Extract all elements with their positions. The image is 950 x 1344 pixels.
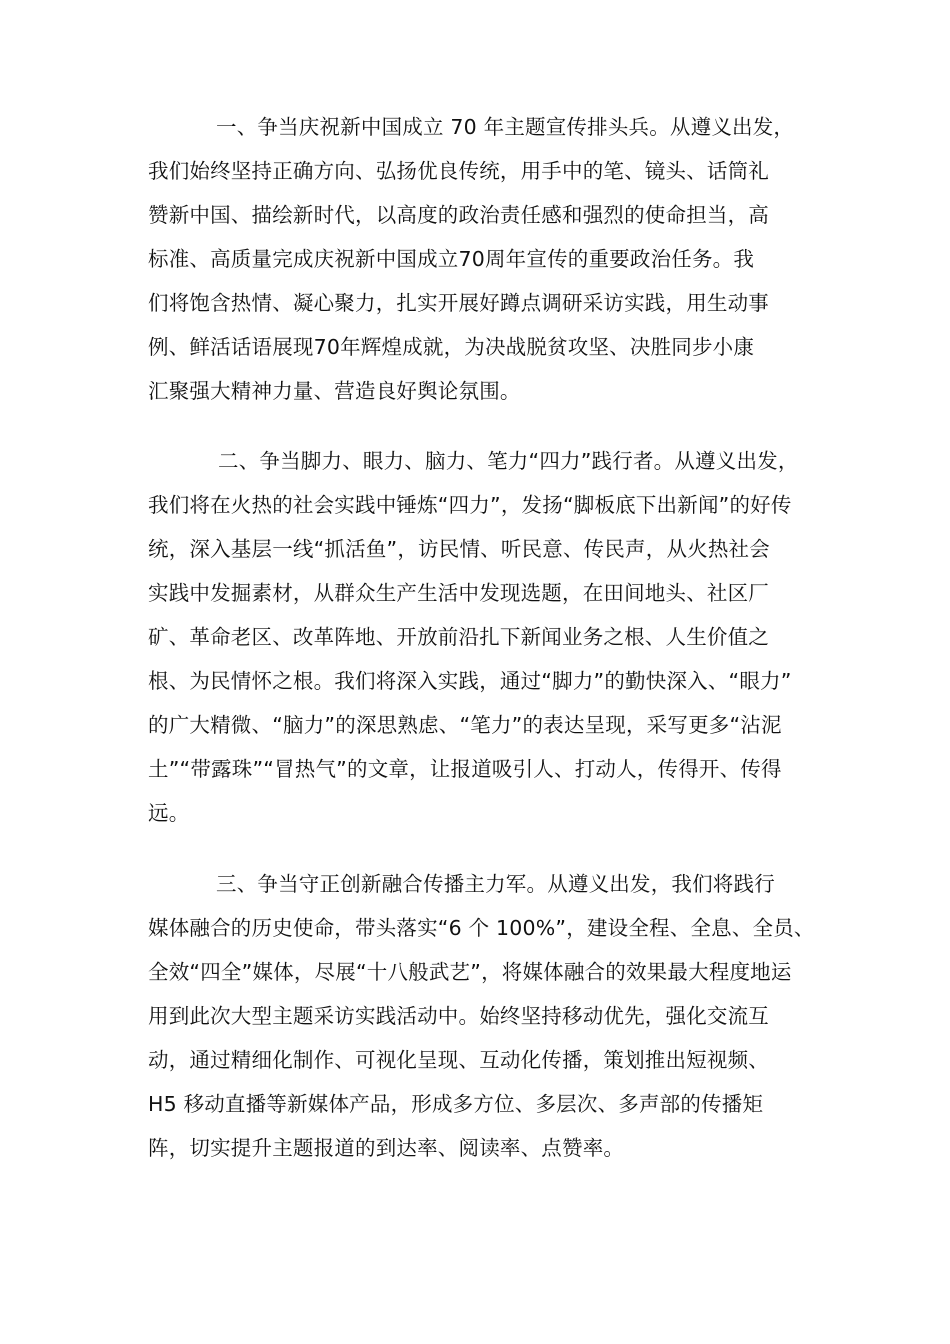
paragraph-line: 根、为民情怀之根。我们将深入实践，通过“脚力”的勤快深入、“眼力” (148, 669, 792, 693)
paragraph-line: 例、鲜活话语展现70年辉煌成就，为决战脱贫攻坚、决胜同步小康 (148, 335, 755, 359)
paragraph-line: 我们将在火热的社会实践中锤炼“四力”，发扬“脚板底下出新闻”的好传 (148, 493, 792, 517)
paragraph-line: 矿、革命老区、改革阵地、开放前沿扎下新闻业务之根、人生价值之 (148, 625, 769, 649)
paragraph-line: 远。 (148, 801, 190, 825)
paragraph-line: 二、争当脚力、眼力、脑力、笔力“四力”践行者。从遵义出发， (218, 449, 799, 473)
paragraph-line: 三、争当守正创新融合传播主力军。从遵义出发，我们将践行 (216, 872, 775, 896)
paragraph-line: 土”“带露珠”“冒热气”的文章，让报道吸引人、打动人，传得开、传得 (148, 757, 782, 781)
paragraph-line: 标准、高质量完成庆祝新中国成立70周年宣传的重要政治任务。我 (148, 247, 755, 271)
paragraph-line: 阵，切实提升主题报道的到达率、阅读率、点赞率。 (148, 1136, 625, 1160)
paragraph-line: 媒体融合的历史使命，带头落实“6 个 100%”，建设全程、全息、全员、 (148, 916, 815, 940)
paragraph-line: 动，通过精细化制作、可视化呈现、互动化传播，策划推出短视频、 (148, 1048, 769, 1072)
paragraph-line: 一、争当庆祝新中国成立 70 年主题宣传排头兵。从遵义出发， (216, 115, 795, 139)
paragraph-line: 我们始终坚持正确方向、弘扬优良传统，用手中的笔、镜头、话筒礼 (148, 159, 769, 183)
paragraph-line: 们将饱含热情、凝心聚力，扎实开展好蹲点调研采访实践，用生动事 (148, 291, 769, 315)
paragraph-line: 统，深入基层一线“抓活鱼”，访民情、听民意、传民声，从火热社会 (148, 537, 770, 561)
paragraph-1 (148, 105, 838, 413)
paragraph-line: 用到此次大型主题采访实践活动中。始终坚持移动优先，强化交流互 (148, 1004, 769, 1028)
paragraph-line: H5 移动直播等新媒体产品，形成多方位、多层次、多声部的传播矩 (148, 1092, 764, 1116)
paragraph-line: 全效“四全”媒体，尽展“十八般武艺”，将媒体融合的效果最大程度地运 (148, 960, 792, 984)
paragraph-3 (148, 862, 838, 1170)
paragraph-line: 的广大精微、“脑力”的深思熟虑、“笔力”的表达呈现，采写更多“沾泥 (148, 713, 782, 737)
paragraph-line: 实践中发掘素材，从群众生产生活中发现选题，在田间地头、社区厂 (148, 581, 769, 605)
paragraph-line: 赞新中国、描绘新时代，以高度的政治责任感和强烈的使命担当，高 (148, 203, 769, 227)
paragraph-2 (148, 439, 838, 835)
paragraph-line: 汇聚强大精神力量、营造良好舆论氛围。 (148, 379, 521, 403)
